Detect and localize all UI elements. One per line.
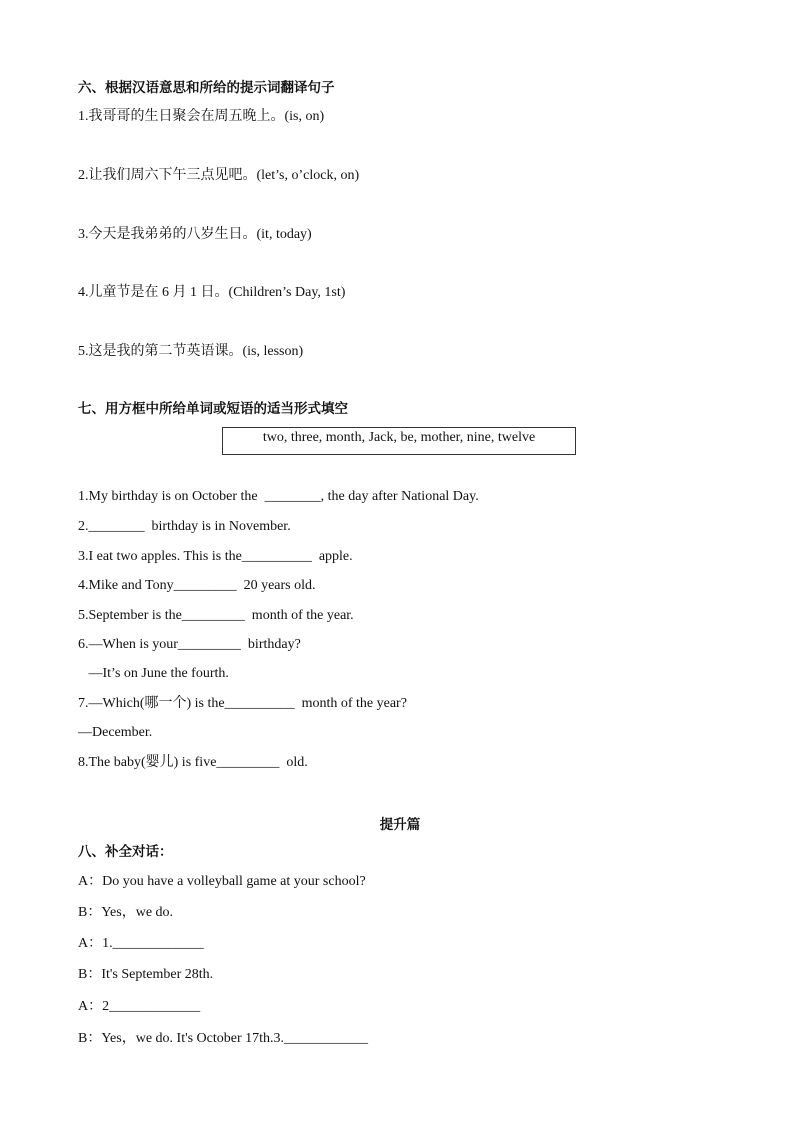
dialogue-line-4: B：It's September 28th. xyxy=(78,967,214,982)
section7-heading: 七、用方框中所给单词或短语的适当形式填空 xyxy=(78,401,348,417)
translation-item-5: 5.这是我的第二节英语课。(is, lesson) xyxy=(78,344,304,359)
fill-item-3: 3.I eat two apples. This is the__________ apple. xyxy=(78,549,353,564)
fill-item-1: 1.My birthday is on October the ________, the day after National Day. xyxy=(78,489,479,504)
dialogue-line-3: A：1._____________ xyxy=(78,936,204,951)
dialogue-line-6: B：Yes，we do. It's October 17th.3.____________ xyxy=(78,1031,369,1046)
fill-item-6: 6.—When is your_________ birthday? xyxy=(78,637,301,652)
section8-heading: 八、补全对话： xyxy=(78,844,173,860)
advanced-title: 提升篇 xyxy=(379,817,421,833)
word-box: two, three, month, Jack, be, mother, nine, twelve xyxy=(222,427,576,455)
fill-item-5: 5.September is the_________ month of the year. xyxy=(78,608,354,623)
fill-item-7: 7.—Which(哪一个) is the__________ month of the year? xyxy=(78,696,407,711)
fill-item-8: 8.The baby(婴儿) is five_________ old. xyxy=(78,755,308,770)
translation-item-2: 2.让我们周六下午三点见吧。(let’s, o’clock, on) xyxy=(78,168,360,183)
fill-item-2: 2.________ birthday is in November. xyxy=(78,519,291,534)
fill-item-4: 4.Mike and Tony_________ 20 years old. xyxy=(78,578,316,593)
dialogue-line-2: B：Yes，we do. xyxy=(78,905,174,920)
translation-item-4: 4.儿童节是在 6 月 1 日。(Children’s Day, 1st) xyxy=(78,285,346,300)
dialogue-line-5: A：2_____________ xyxy=(78,999,201,1014)
translation-item-1: 1.我哥哥的生日聚会在周五晚上。(is, on) xyxy=(78,109,325,124)
section6-heading: 六、根据汉语意思和所给的提示词翻译句子 xyxy=(78,80,335,96)
translation-item-3: 3.今天是我弟弟的八岁生日。(it, today) xyxy=(78,227,312,242)
dialogue-line-1: A：Do you have a volleyball game at your school? xyxy=(78,874,366,889)
fill-item-7-answer: —December. xyxy=(78,725,153,740)
fill-item-6-answer: —It’s on June the fourth. xyxy=(78,666,229,681)
